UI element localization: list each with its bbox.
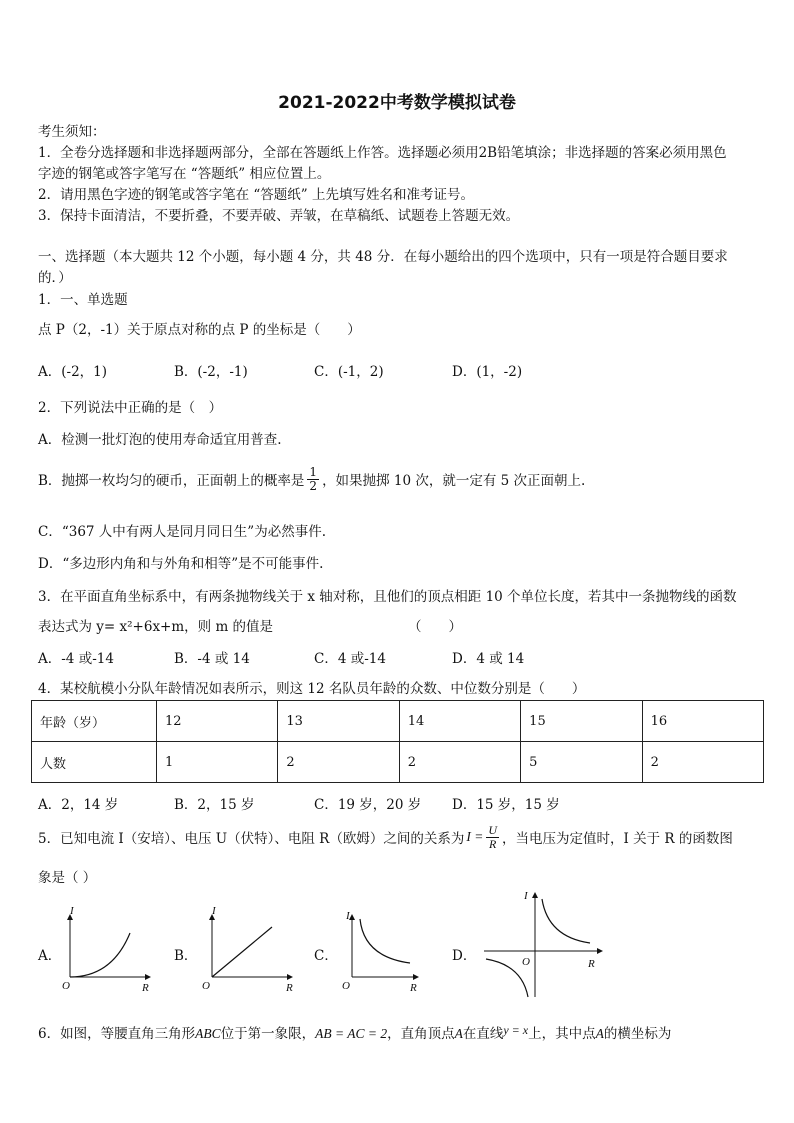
q5-stem-post: ，当电压为定值时，I 关于 R 的函数图 xyxy=(502,831,733,847)
q5-stem-pre: 5．已知电流 I（安培）、电压 U（伏特）、电阻 R（欧姆）之间的关系为 xyxy=(38,831,465,847)
q6-line: y = x xyxy=(503,1023,529,1037)
graph-b xyxy=(200,905,300,995)
graph-a-label-i: I xyxy=(70,905,74,917)
q5-formula-num: U xyxy=(488,822,497,837)
q3-option-c: C．4 或-14 xyxy=(314,651,386,667)
q6-mid1: 位于第一象限， xyxy=(220,1026,316,1042)
q2-fraction xyxy=(307,466,319,493)
q5-formula-fraction xyxy=(486,824,499,851)
graph-b-label-r: R xyxy=(286,982,293,994)
table-cell: 2 xyxy=(642,742,763,783)
page-title: 2021-2022中考数学模拟试卷 xyxy=(278,93,516,113)
table-cell: 12 xyxy=(157,701,278,742)
q6-mid2: ，直角顶点 xyxy=(387,1026,455,1042)
q3-stem-a: 3．在平面直角坐标系中，有两条抛物线关于 x 轴对称，且他们的顶点相距 10 个单位长度，若其中一条抛物线的函数 xyxy=(38,589,737,605)
q3-option-b: B．-4 或 14 xyxy=(174,651,250,667)
q5-option-d-label: D． xyxy=(452,948,477,964)
table-row xyxy=(32,742,764,783)
section-heading-b: 的．） xyxy=(38,270,72,286)
graph-d-origin: O xyxy=(522,956,530,968)
q2-fraction-den: 2 xyxy=(309,478,318,493)
q4-option-c: C．19 岁，20 岁 xyxy=(314,797,422,813)
q1-stem: 点 P（2，-1）关于原点对称的点 P 的坐标是（ ） xyxy=(38,322,361,338)
q6-abc: ABC xyxy=(195,1026,221,1041)
notice-line-1b: 字迹的钢笔或答字笔写在 “答题纸” 相应位置上。 xyxy=(38,166,331,182)
graph-d xyxy=(478,885,610,1000)
q5-stem xyxy=(38,818,733,856)
graph-b-line xyxy=(212,927,272,977)
q5-option-a-label: A． xyxy=(38,948,62,964)
q2-option-d: D．“多边形内角和与外角和相等”是不可能事件. xyxy=(38,556,324,572)
q6-a2: A xyxy=(595,1026,604,1041)
q3-option-d: D．4 或 14 xyxy=(452,651,525,667)
graph-b-label-i: I xyxy=(212,905,216,917)
q1-option-a: A．(-2，1) xyxy=(38,364,108,380)
q6-post: 的横坐标为 xyxy=(603,1026,672,1042)
table-cell: 5 xyxy=(521,742,642,783)
table-cell: 13 xyxy=(278,701,399,742)
q3-paren: （ ） xyxy=(408,619,462,635)
q1-option-c: C．(-1，2) xyxy=(314,364,384,380)
q4-option-b: B．2，15 岁 xyxy=(174,797,255,813)
table-cell: 人数 xyxy=(32,742,157,783)
q3-option-a: A．-4 或-14 xyxy=(38,651,114,667)
table-cell: 15 xyxy=(521,701,642,742)
q5-formula-lhs: I = xyxy=(466,829,484,844)
table-cell: 1 xyxy=(157,742,278,783)
q2-option-c: C．“367 人中有两人是同月同日生”为必然事件. xyxy=(38,524,326,540)
section-sub: 1．一、单选题 xyxy=(38,292,128,308)
table-cell: 16 xyxy=(642,701,763,742)
graph-c xyxy=(340,905,425,995)
graph-d-label-i: I xyxy=(524,890,528,902)
q4-option-a: A．2，14 岁 xyxy=(38,797,119,813)
q2-option-b-pre: B．抛掷一枚均匀的硬币，正面朝上的概率是 xyxy=(38,473,305,489)
q5-option-b-label: B． xyxy=(174,948,198,964)
notice-heading: 考生须知： xyxy=(38,124,106,140)
graph-a xyxy=(62,905,157,995)
graph-a-origin: O xyxy=(62,980,70,992)
graph-c-origin: O xyxy=(342,980,350,992)
q2-option-a: A．检测一批灯泡的使用寿命适宜用普查. xyxy=(38,432,282,448)
q6-mid4: 上，其中点 xyxy=(528,1026,596,1042)
q6-eq: AB = AC = 2 xyxy=(315,1026,388,1041)
q3-stem-b: 表达式为 y= x²+6x+m，则 m 的值是 xyxy=(38,619,274,635)
q6-a: A xyxy=(454,1026,463,1041)
graph-c-label-i: I xyxy=(346,910,350,922)
q5-formula-den: R xyxy=(488,836,497,851)
section-heading-a: 一、选择题（本大题共 12 个小题，每小题 4 分，共 48 分．在每小题给出的四个选项中，只有一项是符合题目要求 xyxy=(38,249,728,265)
graph-b-origin: O xyxy=(202,980,210,992)
graph-c-curve xyxy=(360,919,410,963)
graph-d-label-r: R xyxy=(588,958,595,970)
q2-stem: 2．下列说法中正确的是（ ） xyxy=(38,400,223,416)
graph-a-curve xyxy=(70,933,130,977)
notice-line-3: 3．保持卡面清洁，不要折叠，不要弄破、弄皱，在草稿纸、试题卷上答题无效。 xyxy=(38,208,520,224)
q1-option-d: D．(1，-2) xyxy=(452,364,523,380)
q2-option-b-post: ，如果抛掷 10 次，就一定有 5 次正面朝上. xyxy=(322,473,586,489)
q5-stem-b: 象是（ ） xyxy=(38,870,97,886)
notice-line-1a: 1．全卷分选择题和非选择题两部分，全部在答题纸上作答。选择题必须用2B铅笔填涂；非选择题的答案必须用黑色 xyxy=(38,145,727,161)
table-cell: 2 xyxy=(399,742,520,783)
table-cell: 年龄（岁） xyxy=(32,701,157,742)
table-cell: 2 xyxy=(278,742,399,783)
q2-option-b xyxy=(38,461,585,497)
q6-mid3: 在直线 xyxy=(462,1026,504,1042)
q2-fraction-num: 1 xyxy=(309,464,318,479)
q6-stem xyxy=(38,1022,671,1042)
graph-d-curve-positive xyxy=(542,899,590,943)
table-row xyxy=(32,701,764,742)
q4-stem: 4．某校航模小分队年龄情况如表所示，则这 12 名队员年龄的众数、中位数分别是（ ） xyxy=(38,681,586,697)
q5-option-c-label: C． xyxy=(314,948,338,964)
graph-c-label-r: R xyxy=(410,982,417,994)
notice-line-2: 2．请用黑色字迹的钢笔或答字笔在 “答题纸” 上先填写姓名和准考证号。 xyxy=(38,187,474,203)
graph-a-label-r: R xyxy=(142,982,149,994)
q6-pre: 6．如图，等腰直角三角形 xyxy=(38,1026,196,1042)
q1-option-b: B．(-2，-1) xyxy=(174,364,248,380)
table-cell: 14 xyxy=(399,701,520,742)
age-table xyxy=(31,700,764,783)
q4-option-d: D．15 岁，15 岁 xyxy=(452,797,560,813)
